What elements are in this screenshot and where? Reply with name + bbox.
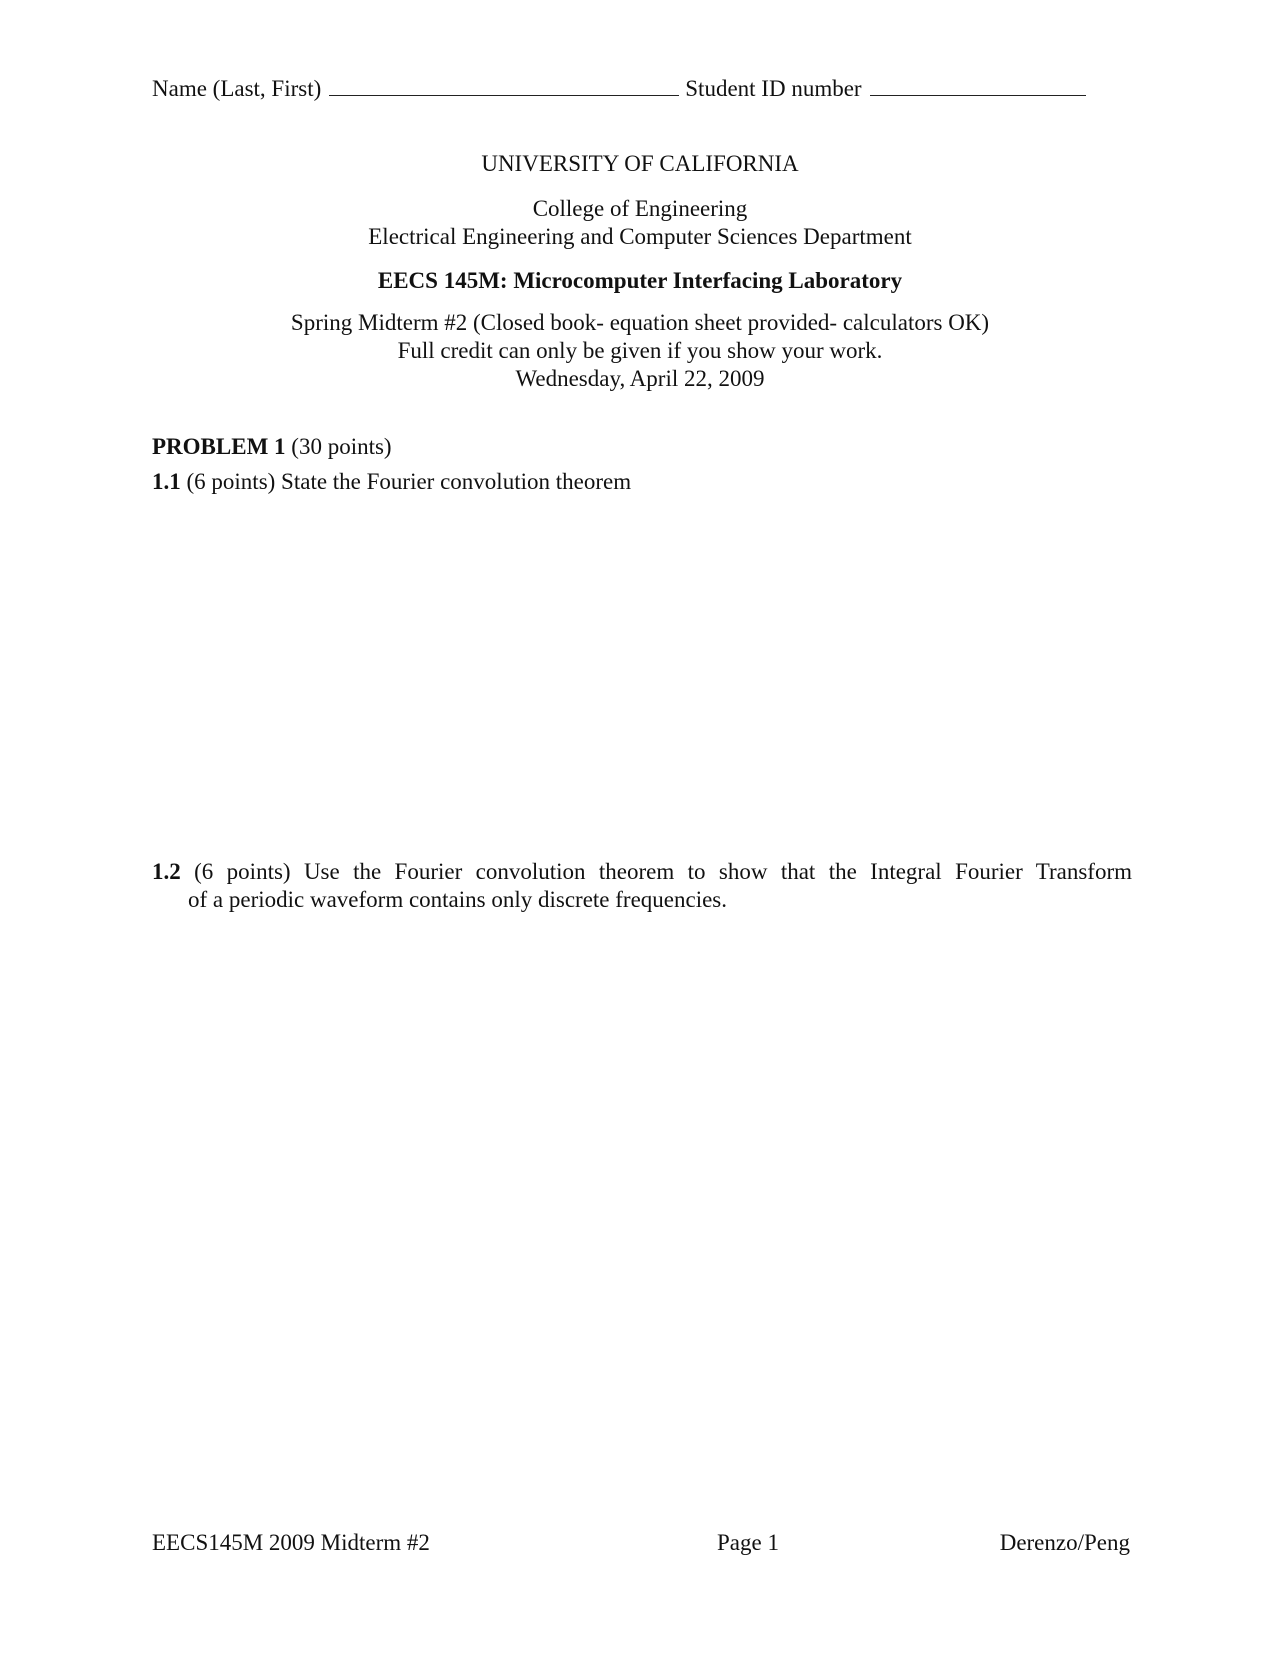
question-1-2-line-1 xyxy=(152,858,1132,886)
credit-note: Full credit can only be given if you show your work. xyxy=(397,338,883,363)
course-title: EECS 145M: Microcomputer Interfacing Laboratory xyxy=(377,268,903,293)
name-label: Name (Last, First) xyxy=(152,76,322,101)
university-title: UNIVERSITY OF CALIFORNIA xyxy=(481,151,799,176)
footer-page-number: Page 1 xyxy=(717,1530,779,1555)
footer-course: EECS145M 2009 Midterm #2 xyxy=(152,1530,430,1555)
question-1-2 xyxy=(152,858,1132,914)
question-1-1 xyxy=(152,468,631,496)
question-1-1-text: (6 points) State the Fourier convolution theorem xyxy=(186,469,632,494)
college-title: College of Engineering xyxy=(532,196,748,221)
question-1-2-line-2: of a periodic waveform contains only discrete frequencies. xyxy=(188,887,728,912)
footer-authors: Derenzo/Peng xyxy=(999,1530,1130,1555)
student-id-blank xyxy=(870,77,1086,96)
question-1-1-number: 1.1 xyxy=(152,469,181,494)
problem-1-label: PROBLEM 1 xyxy=(152,434,286,459)
exam-date: Wednesday, April 22, 2009 xyxy=(515,366,765,391)
exam-description: Spring Midterm #2 (Closed book- equation sheet provided- calculators OK) xyxy=(290,310,990,335)
name-blank xyxy=(329,77,679,96)
question-1-2-number: 1.2 xyxy=(152,859,181,884)
question-1-2-text-1: (6 points) Use the Fourier convolution theorem to show that the Integral Fourier Transform xyxy=(194,859,1133,884)
student-id-label: Student ID number xyxy=(685,76,862,101)
problem-1-points: (30 points) xyxy=(291,434,392,459)
problem-1-heading xyxy=(152,433,392,461)
department-title: Electrical Engineering and Computer Sciences Department xyxy=(368,224,912,249)
student-info-header xyxy=(152,74,1086,104)
